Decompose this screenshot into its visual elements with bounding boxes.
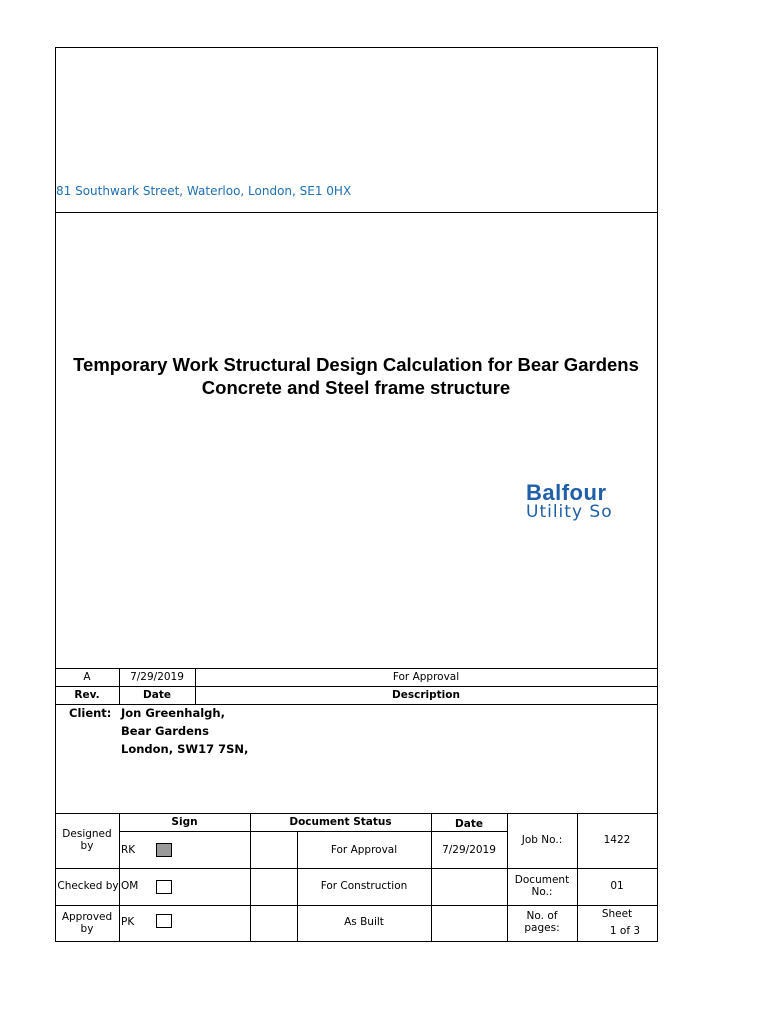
signoff-date-header: Date xyxy=(455,818,483,830)
rev-header: Rev. xyxy=(74,689,100,701)
date-header: Date xyxy=(143,689,171,701)
designed-by-label: Designed by xyxy=(62,828,112,852)
status-for-approval: For Approval xyxy=(330,844,398,856)
client-line: Bear Gardens xyxy=(121,724,209,738)
document-no-label: Document No.: xyxy=(514,874,570,898)
approver-initials: PK xyxy=(121,916,135,928)
checked-by-label: Checked by xyxy=(57,880,119,892)
client-line: Jon Greenhalgh, xyxy=(121,706,225,720)
client-line: London, SW17 7SN, xyxy=(121,742,249,756)
sheet-value: 1 of 3 xyxy=(609,925,641,937)
document-title: Temporary Work Structural Design Calculation for Bear Gardens Concrete and Steel frame structure xyxy=(73,354,639,398)
company-address: 81 Southwark Street, Waterloo, London, SE1 0HX xyxy=(56,184,352,198)
approved-by-label: Approved by xyxy=(61,911,113,935)
designer-initials: RK xyxy=(121,844,136,856)
checker-sign-box xyxy=(156,880,172,894)
status-as-built: As Built xyxy=(344,916,384,928)
revision-value: A xyxy=(83,671,91,683)
logo-sub-text: Utility So xyxy=(526,502,613,522)
logo-main-text: Balfour xyxy=(526,480,607,505)
client-address xyxy=(121,704,248,758)
revision-description-value: For Approval xyxy=(392,671,460,683)
company-logo xyxy=(526,480,657,525)
designer-sign-box xyxy=(156,843,172,857)
sign-header: Sign xyxy=(171,816,198,828)
job-no-value: 1422 xyxy=(603,834,631,846)
description-header: Description xyxy=(392,689,460,701)
document-status-header: Document Status xyxy=(289,816,392,828)
job-no-label: Job No.: xyxy=(521,834,563,846)
status-for-construction: For Construction xyxy=(320,880,408,892)
document-no-value: 01 xyxy=(610,880,624,892)
client-label: Client: xyxy=(69,706,112,720)
checker-initials: OM xyxy=(121,880,139,892)
sheet-label: Sheet xyxy=(601,908,633,920)
approver-sign-box xyxy=(156,914,172,928)
pages-label: No. of pages: xyxy=(524,910,560,934)
revision-date-value: 7/29/2019 xyxy=(130,671,184,683)
approval-date: 7/29/2019 xyxy=(442,844,496,856)
